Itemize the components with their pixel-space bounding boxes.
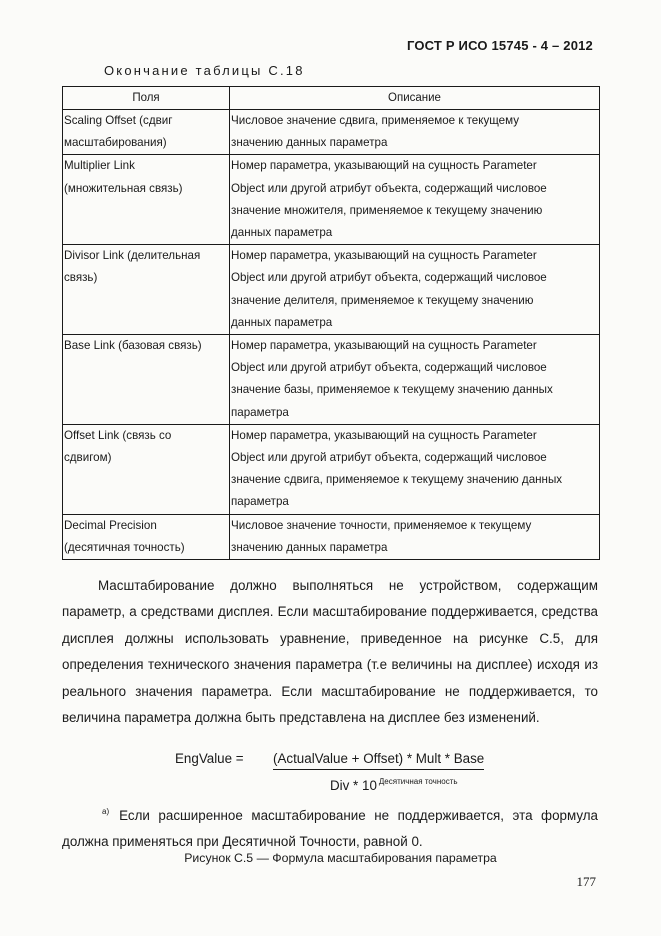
table-row (63, 514, 600, 559)
description-cell (230, 110, 600, 155)
footnote (62, 799, 598, 856)
field-name-line: масштабирования) (64, 136, 167, 150)
description-line: Числовое значение сдвига, применяемое к текущему (231, 114, 520, 127)
field-name-cell (63, 424, 230, 514)
field-name-line: Offset Link (связь со (64, 428, 172, 442)
page-number: 177 (576, 874, 596, 889)
description-line: Object или другой атрибут объекта, содержащий числовое (231, 271, 547, 285)
field-name-cell (63, 110, 230, 155)
description-line: Object или другой атрибут объекта, содержащий числовое (231, 181, 547, 195)
table-row (63, 155, 600, 245)
formula-lhs: EngValue = (175, 751, 244, 766)
description-line: Object или другой атрибут объекта, содержащий числовое (231, 451, 547, 465)
field-name-cell (63, 335, 230, 425)
description-line: Номер параметра, указывающий на сущность Parameter (231, 249, 537, 263)
fields-table (62, 86, 600, 560)
body-paragraph: Масштабирование должно выполняться не устройством, содержащим параметр, а средствами дисплея. Если масштабирование поддерживается, средства дисплея должны использовать уравнение, приведенное на рисунке С.5, для определения технического значения параметра (т.е величины на дисплее) исходя из реального значения параметра. Если масштабирование не поддерживается, то величина параметра должна быть представлена на дисплее без изменений. (62, 578, 598, 726)
field-name-line: сдвигом) (64, 451, 112, 465)
field-name-line: Base Link (базовая связь) (64, 339, 202, 353)
description-line: данных параметра (231, 226, 333, 240)
description-line: Object или другой атрибут объекта, содержащий числовое (231, 361, 547, 375)
field-name-cell (63, 514, 230, 559)
description-line: значению данных параметра (231, 136, 388, 150)
description-line: параметра (231, 405, 289, 419)
column-header-description: Описание (230, 87, 600, 110)
formula-numerator: (ActualValue + Offset) * Mult * Base (273, 751, 484, 770)
formula-denominator-base: Div * 10 (330, 778, 377, 793)
field-name-line: Scaling Offset (сдвиг (64, 114, 173, 127)
footnote-text: Если расширенное масштабирование не поддерживается, эта формула должна применяться при Десятичной Точности, равной 0. (62, 808, 598, 850)
footnote-marker: a) (102, 807, 110, 816)
table-caption: Окончание таблицы С.18 (104, 63, 305, 78)
description-cell (230, 245, 600, 335)
field-name-line: Divisor Link (делительная (64, 249, 201, 263)
formula-exponent: Десятичная точность (378, 777, 458, 786)
field-name-line: связь) (64, 271, 98, 285)
description-line: параметра (231, 495, 289, 509)
table-row (63, 335, 600, 425)
description-line: значение сдвига, применяемое к текущему значению данных (231, 473, 563, 487)
description-cell (230, 514, 600, 559)
description-line: Номер параметра, указывающий на сущность Parameter (231, 428, 537, 442)
description-line: Номер параметра, указывающий на сущность Parameter (231, 339, 537, 353)
formula-denominator (330, 777, 458, 793)
document-standard-header: ГОСТ Р ИСО 15745 - 4 – 2012 (406, 38, 593, 53)
field-name-cell (63, 155, 230, 245)
description-line: значение базы, применяемое к текущему значению данных (231, 383, 553, 397)
column-header-fields: Поля (63, 87, 230, 110)
field-name-line: (множительная связь) (64, 181, 183, 195)
description-line: значение множителя, применяемое к текущему значению (231, 203, 543, 217)
field-name-line: Multiplier Link (64, 159, 135, 173)
field-name-cell (63, 245, 230, 335)
description-line: Числовое значение точности, применяемое к текущему (231, 518, 532, 532)
description-cell (230, 424, 600, 514)
figure-caption: Рисунок С.5 — Формула масштабирования параметра (184, 851, 497, 865)
description-cell (230, 335, 600, 425)
field-name-line: Decimal Precision (64, 518, 157, 532)
description-line: значение делителя, применяемое к текущему значению (231, 293, 534, 307)
description-line: Номер параметра, указывающий на сущность Parameter (231, 159, 537, 173)
table-row (63, 424, 600, 514)
description-cell (230, 155, 600, 245)
table-row (63, 110, 600, 155)
table-header-row (63, 87, 600, 110)
field-name-line: (десятичная точность) (64, 540, 185, 554)
description-line: данных параметра (231, 315, 333, 329)
table-row (63, 245, 600, 335)
description-line: значению данных параметра (231, 540, 388, 554)
